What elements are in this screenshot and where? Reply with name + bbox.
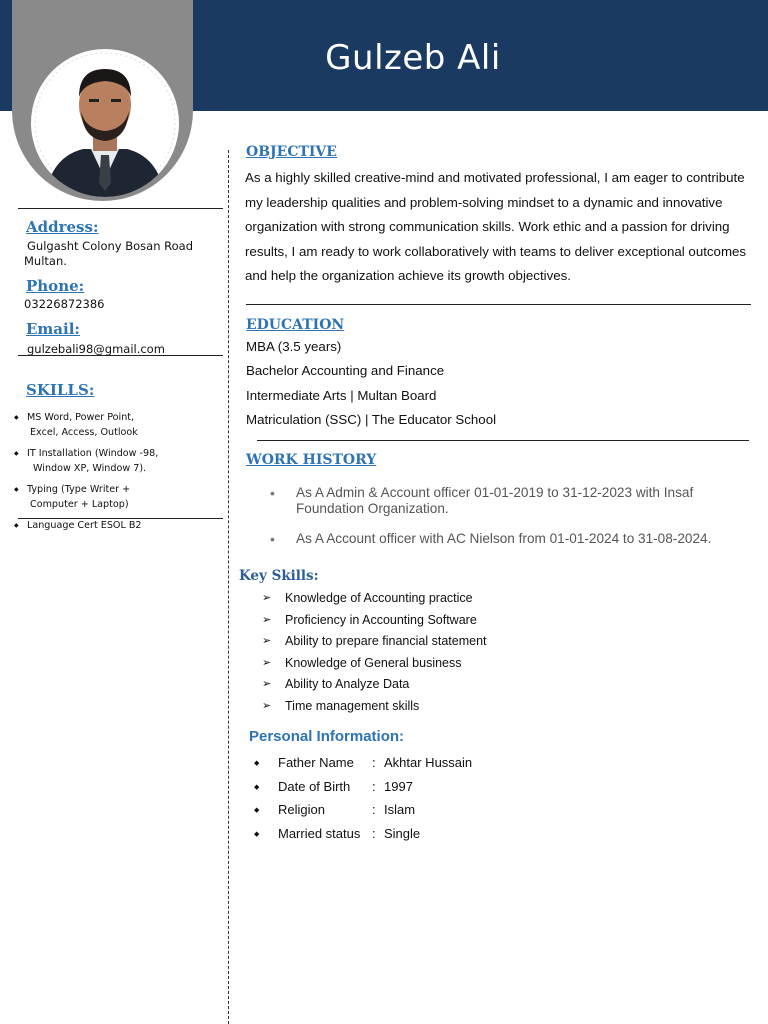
personal-info-label: Religion xyxy=(278,802,325,817)
skill-line: MS Word, Power Point, xyxy=(27,412,135,423)
candidate-name: Gulzeb Ali xyxy=(325,38,501,78)
left-rule-top xyxy=(18,208,223,209)
work-history-list xyxy=(270,485,765,561)
skills-list xyxy=(14,410,226,539)
work-history-heading: WORK HISTORY xyxy=(246,452,377,468)
personal-info-separator: : xyxy=(372,802,376,817)
education-rule xyxy=(257,440,749,441)
skills-heading: SKILLS: xyxy=(26,381,95,399)
personal-info-separator: : xyxy=(372,755,376,770)
skill-line: Window XP, Window 7). xyxy=(33,463,147,474)
email-heading: Email: xyxy=(26,320,80,338)
key-skill-item: ➢ Time management skills xyxy=(262,697,487,719)
personal-info-separator: : xyxy=(372,825,376,841)
key-skill-item: ➢ Knowledge of Accounting practice xyxy=(262,589,487,611)
phone-number: 03226872386 xyxy=(24,297,105,311)
skill-line: Language Cert ESOL B2 xyxy=(27,520,142,531)
phone-heading: Phone: xyxy=(26,277,85,295)
personal-info-value: Akhtar Hussain xyxy=(384,755,473,770)
key-skill-item: ➢ Proficiency in Accounting Software xyxy=(262,611,487,633)
personal-info-row xyxy=(254,754,472,778)
skill-item xyxy=(14,518,226,533)
profile-photo-avatar xyxy=(31,49,179,197)
skill-line: Typing (Type Writer + xyxy=(27,484,131,495)
personal-info-row xyxy=(254,778,472,802)
key-skill-item: ➢ Ability to prepare financial statement xyxy=(262,632,487,654)
key-skill-item: ➢ Ability to Analyze Data xyxy=(262,675,487,697)
education-item: Intermediate Arts | Multan Board xyxy=(246,388,437,403)
column-divider xyxy=(228,150,229,1024)
skill-line: Excel, Access, Outlook xyxy=(30,427,138,438)
objective-rule xyxy=(246,304,751,305)
profile-photo xyxy=(31,49,179,197)
key-skills-heading: Key Skills: xyxy=(239,568,319,584)
left-rule-skills xyxy=(18,518,223,519)
education-item: MBA (3.5 years) xyxy=(246,339,342,354)
skill-line: Computer + Laptop) xyxy=(30,499,129,510)
education-heading: EDUCATION xyxy=(246,317,345,333)
skill-item xyxy=(14,482,226,512)
email-address[interactable]: gulzebali98@gmail.com xyxy=(27,342,165,356)
left-rule-email xyxy=(18,355,223,356)
personal-info-label: Married status xyxy=(278,825,361,841)
objective-heading: OBJECTIVE xyxy=(246,144,337,160)
personal-info-value: Single xyxy=(384,825,421,841)
address-line-2: Multan. xyxy=(24,254,67,268)
personal-info-row xyxy=(254,801,472,825)
personal-info-row xyxy=(254,825,472,849)
personal-info-separator: : xyxy=(372,778,376,794)
work-item: • As A Account officer with AC Nielson from 01-01-2024 to 31-08-2024. xyxy=(270,531,765,547)
key-skills-list xyxy=(262,589,487,719)
work-item: • As A Admin & Account officer 01-01-2019 to 31-12-2023 with Insaf Foundation Organization. xyxy=(270,485,765,517)
personal-info-label: Father Name xyxy=(278,755,354,770)
education-item: Matriculation (SSC) | The Educator School xyxy=(246,412,497,427)
skill-item xyxy=(14,410,226,440)
personal-info-list xyxy=(254,754,472,848)
personal-info-heading: Personal Information: xyxy=(249,728,405,745)
address-line-1: Gulgasht Colony Bosan Road xyxy=(27,239,193,253)
skill-item xyxy=(14,446,226,476)
objective-text: As a highly skilled creative-mind and motivated professional, I am eager to contribute my leadership qualities and problem-solving mindset to a dynamic and innovative organization with strong communication skills. Work ethic and a passion for driving results, I am ready to work collaboratively with teams to deliver exceptional outcomes and help the organization achieve its growth objectives. xyxy=(245,170,747,283)
skill-line: IT Installation (Window -98, xyxy=(27,448,159,459)
key-skill-item: ➢ Knowledge of General business xyxy=(262,654,487,676)
personal-info-value: Islam xyxy=(384,802,416,817)
personal-info-label: Date of Birth xyxy=(278,778,351,794)
address-heading: Address: xyxy=(26,218,99,236)
education-item: Bachelor Accounting and Finance xyxy=(246,363,445,378)
personal-info-value: 1997 xyxy=(384,778,413,794)
